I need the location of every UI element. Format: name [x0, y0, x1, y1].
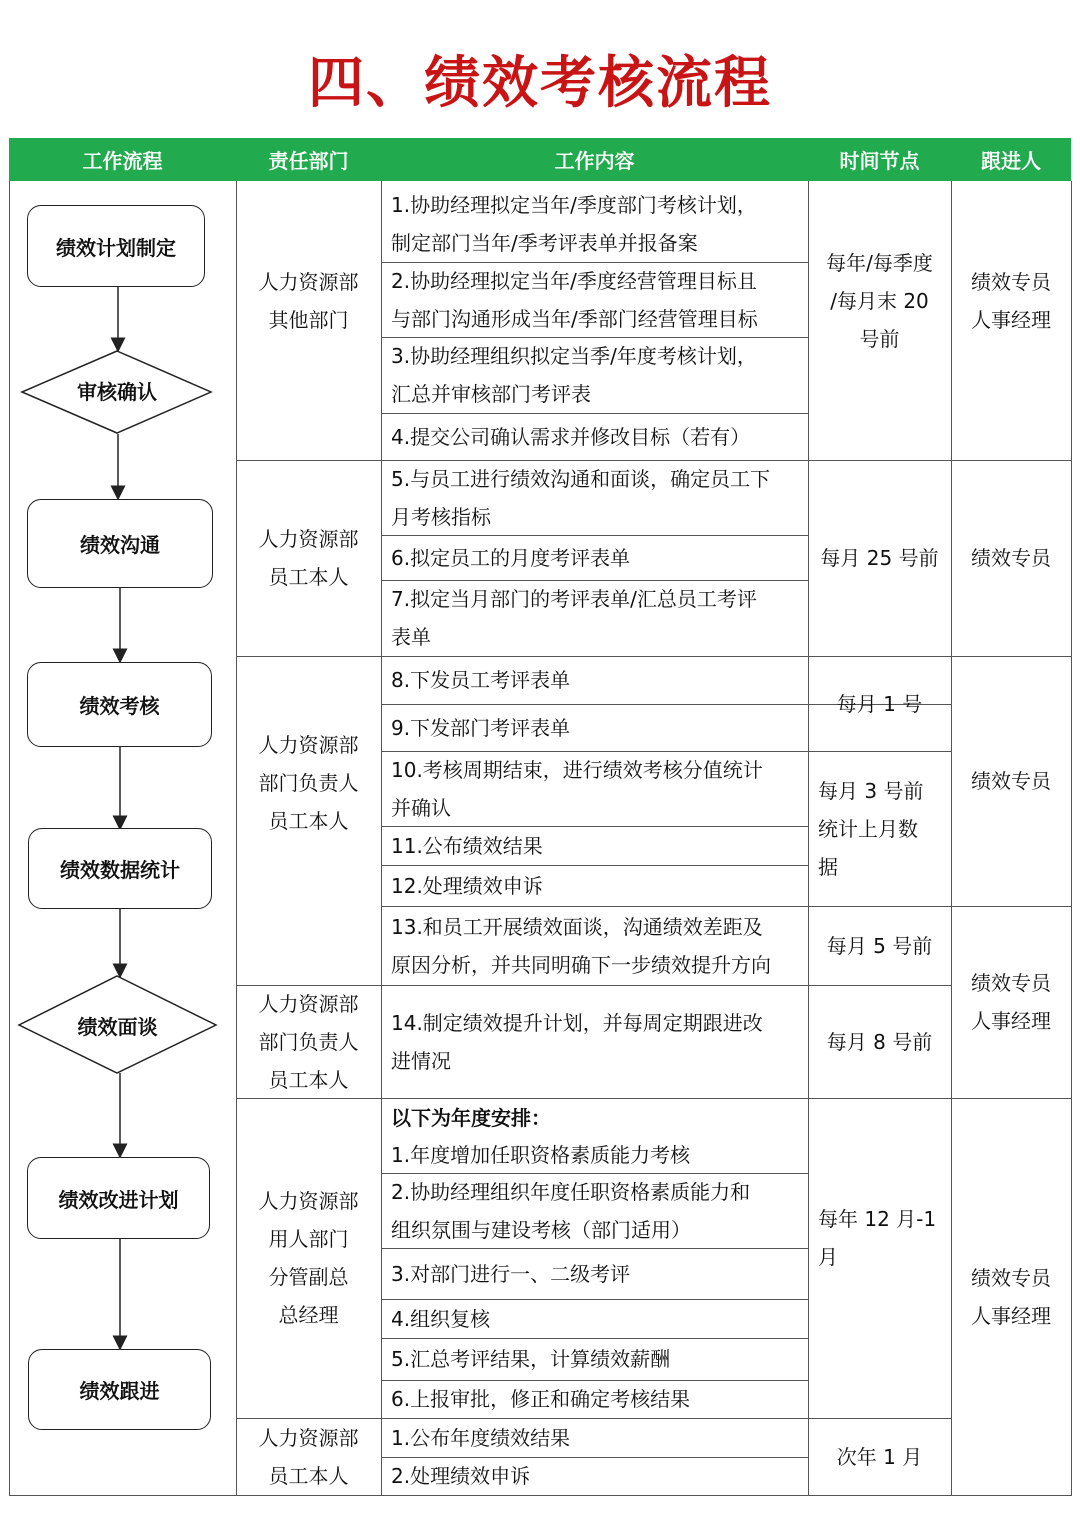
- department-cell: 人力资源部 部门负责人 员工本人: [258, 732, 359, 833]
- flow-step-review: 审核确认: [77, 380, 157, 404]
- header-follower: 跟进人: [951, 138, 1071, 181]
- time-node: 每月 3 号前 统计上月数 据: [818, 778, 924, 879]
- time-node: 每年 12 月-1 月: [818, 1207, 937, 1269]
- task-item: 13.和员工开展绩效面谈，沟通绩效差距及 原因分析，并共同明确下一步绩效提升方向: [391, 914, 771, 977]
- follower-cell: 绩效专员: [971, 546, 1051, 570]
- department-cell: 人力资源部 用人部门 分管副总 总经理: [258, 1189, 359, 1327]
- task-item: 14.制定绩效提升计划，并每周定期跟进改 进情况: [391, 1010, 763, 1073]
- flow-step-followup: 绩效跟进: [28, 1349, 211, 1430]
- header-content: 工作内容: [381, 138, 808, 181]
- follower-cell: 绩效专员 人事经理: [971, 269, 1051, 332]
- follower-cell: 绩效专员 人事经理: [971, 971, 1051, 1033]
- task-item: 2.处理绩效申诉: [391, 1464, 531, 1488]
- flow-step-plan: 绩效计划制定: [27, 205, 205, 287]
- flow-step-communicate: 绩效沟通: [27, 499, 213, 588]
- task-item: 2.协助经理拟定当年/季度经营管理目标且 与部门沟通形成当年/季部门经营管理目标: [391, 268, 758, 331]
- department-cell: 人力资源部 其他部门: [258, 269, 359, 332]
- flow-step-assess: 绩效考核: [27, 662, 212, 747]
- page-title: 四、绩效考核流程: [308, 51, 772, 116]
- department-cell: 人力资源部 部门负责人 员工本人: [258, 991, 359, 1092]
- task-item: 5.汇总考评结果，计算绩效薪酬: [391, 1347, 671, 1371]
- task-item: 10.考核周期结束，进行绩效考核分值统计 并确认: [391, 757, 763, 820]
- flow-step-statistics: 绩效数据统计: [28, 828, 212, 909]
- follower-cell: 绩效专员 人事经理: [971, 1265, 1051, 1328]
- follower-cell: 绩效专员: [971, 769, 1051, 793]
- task-item: 12.处理绩效申诉: [391, 873, 543, 898]
- department-cell: 人力资源部 员工本人: [258, 1425, 359, 1488]
- annual-schedule-heading: 以下为年度安排：: [391, 1106, 551, 1130]
- task-item: 3.对部门进行一、二级考评: [391, 1261, 631, 1286]
- task-item: 2.协助经理组织年度任职资格素质能力和 组织氛围与建设考核（部门适用）: [391, 1179, 751, 1242]
- task-item: 3.协助经理组织拟定当季/年度考核计划， 汇总并审核部门考评表: [391, 344, 757, 406]
- department-cell: 人力资源部 员工本人: [258, 527, 359, 589]
- time-node: 每年/每季度 /每月末 20 号前: [826, 250, 933, 351]
- flow-step-improvement: 绩效改进计划: [27, 1157, 210, 1239]
- time-node: 每月 25 号前: [820, 546, 939, 570]
- header-time: 时间节点: [808, 138, 951, 181]
- task-item: 9.下发部门考评表单: [391, 715, 571, 740]
- time-node: 次年 1 月: [836, 1444, 923, 1469]
- time-node: 每月 5 号前: [826, 933, 933, 958]
- flow-step-interview: 绩效面谈: [77, 1015, 158, 1039]
- time-node: 每月 1 号: [836, 691, 923, 716]
- task-item: 6.上报审批，修正和确定考核结果: [391, 1387, 691, 1411]
- task-item: 6.拟定员工的月度考评表单: [391, 545, 631, 570]
- task-item: 5.与员工进行绩效沟通和面谈，确定员工下 月考核指标: [391, 466, 771, 529]
- time-node: 每月 8 号前: [826, 1029, 933, 1054]
- header-workflow: 工作流程: [9, 138, 236, 181]
- task-item: 7.拟定当月部门的考评表单/汇总员工考评 表单: [391, 587, 757, 649]
- header-department: 责任部门: [236, 138, 381, 181]
- task-item: 1.公布年度绩效结果: [391, 1425, 571, 1450]
- task-item: 4.组织复核: [391, 1306, 491, 1331]
- task-item: 1.协助经理拟定当年/季度部门考核计划， 制定部门当年/季考评表单并报备案: [391, 192, 757, 255]
- task-item: 11.公布绩效结果: [391, 833, 543, 858]
- task-item: 1.年度增加任职资格素质能力考核: [391, 1142, 691, 1167]
- task-item: 4.提交公司确认需求并修改目标（若有）: [391, 424, 751, 449]
- task-item: 8.下发员工考评表单: [391, 668, 571, 692]
